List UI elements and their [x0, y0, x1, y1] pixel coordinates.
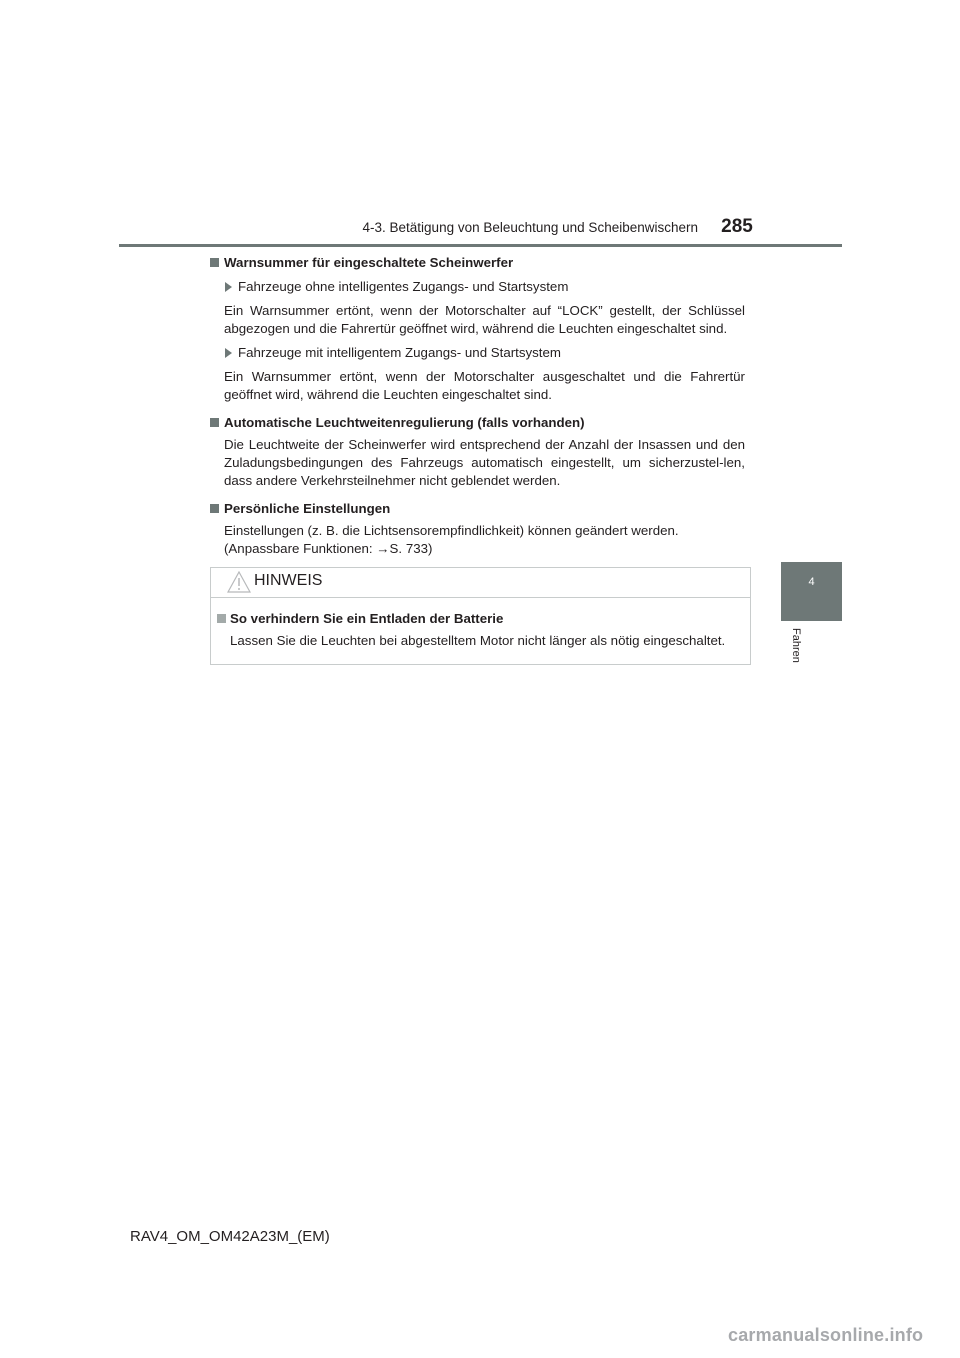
section-title-text: Automatische Leuchtweitenregulierung (falls vorhanden) — [224, 415, 585, 430]
sub-item — [210, 278, 745, 296]
warning-triangle-icon — [227, 571, 251, 593]
page-reference: (Anpassbare Funktionen: →S. 733) — [224, 541, 433, 556]
notice-section-title-text: So verhindern Sie ein Entladen der Batterie — [230, 611, 504, 626]
page-number: 285 — [721, 216, 753, 237]
triangle-arrow-icon — [225, 348, 232, 358]
sub-item-text: Fahrzeuge mit intelligentem Zugangs- und Startsystem — [238, 345, 561, 360]
section-title — [210, 500, 745, 518]
chapter-tab — [781, 562, 842, 621]
square-bullet-icon — [217, 614, 226, 623]
notice-title: HINWEIS — [254, 572, 323, 589]
section-title — [210, 254, 745, 272]
section-title-text: Persönliche Einstellungen — [224, 501, 391, 516]
watermark: carmanualsonline.info — [728, 1325, 924, 1345]
page-header-title: 4-3. Betätigung von Beleuchtung und Scheibenwischern — [362, 220, 698, 235]
notice-header — [211, 568, 750, 598]
square-bullet-icon — [210, 504, 219, 513]
chapter-number: 4 — [808, 576, 815, 588]
triangle-arrow-icon — [225, 282, 232, 292]
square-bullet-icon — [210, 258, 219, 267]
paragraph: Die Leuchtweite der Scheinwerfer wird entsprechend der Anzahl der Insassen und den Zuladungsbedingungen des Fahrzeugs automatisch eingestellt, um sicherzustel-len, dass andere Verkehrsteilnehmer nicht geblendet werden. — [224, 437, 745, 488]
paragraph-line: Einstellungen (z. B. die Lichtsensorempfindlichkeit) können geändert werden. — [224, 523, 679, 538]
chapter-label-text: Fahren — [790, 628, 802, 663]
page-content — [210, 254, 745, 558]
paragraph: Ein Warnsummer ertönt, wenn der Motorschalter auf “LOCK” gestellt, der Schlüssel abgezogen und die Fahrertür geöffnet wird, während die Leuchten eingeschaltet sind. — [224, 303, 745, 336]
header-divider — [119, 244, 842, 247]
document-code: RAV4_OM_OM42A23M_(EM) — [130, 1228, 330, 1245]
notice-box — [210, 567, 751, 665]
chapter-label — [786, 628, 806, 678]
notice-body — [216, 610, 746, 650]
sub-item-text: Fahrzeuge ohne intelligentes Zugangs- und Startsystem — [238, 279, 569, 294]
paragraph: Ein Warnsummer ertönt, wenn der Motorschalter ausgeschaltet und die Fahrertür geöffnet wird, während die Leuchten eingeschaltet sind. — [224, 369, 745, 402]
notice-text: Lassen Sie die Leuchten bei abgestelltem Motor nicht länger als nötig eingeschaltet. — [230, 633, 726, 648]
section-title — [210, 414, 745, 432]
section-title-text: Warnsummer für eingeschaltete Scheinwerfer — [224, 255, 514, 270]
square-bullet-icon — [210, 418, 219, 427]
notice-section-title — [216, 610, 746, 628]
sub-item — [210, 344, 745, 362]
paragraph — [210, 522, 745, 558]
